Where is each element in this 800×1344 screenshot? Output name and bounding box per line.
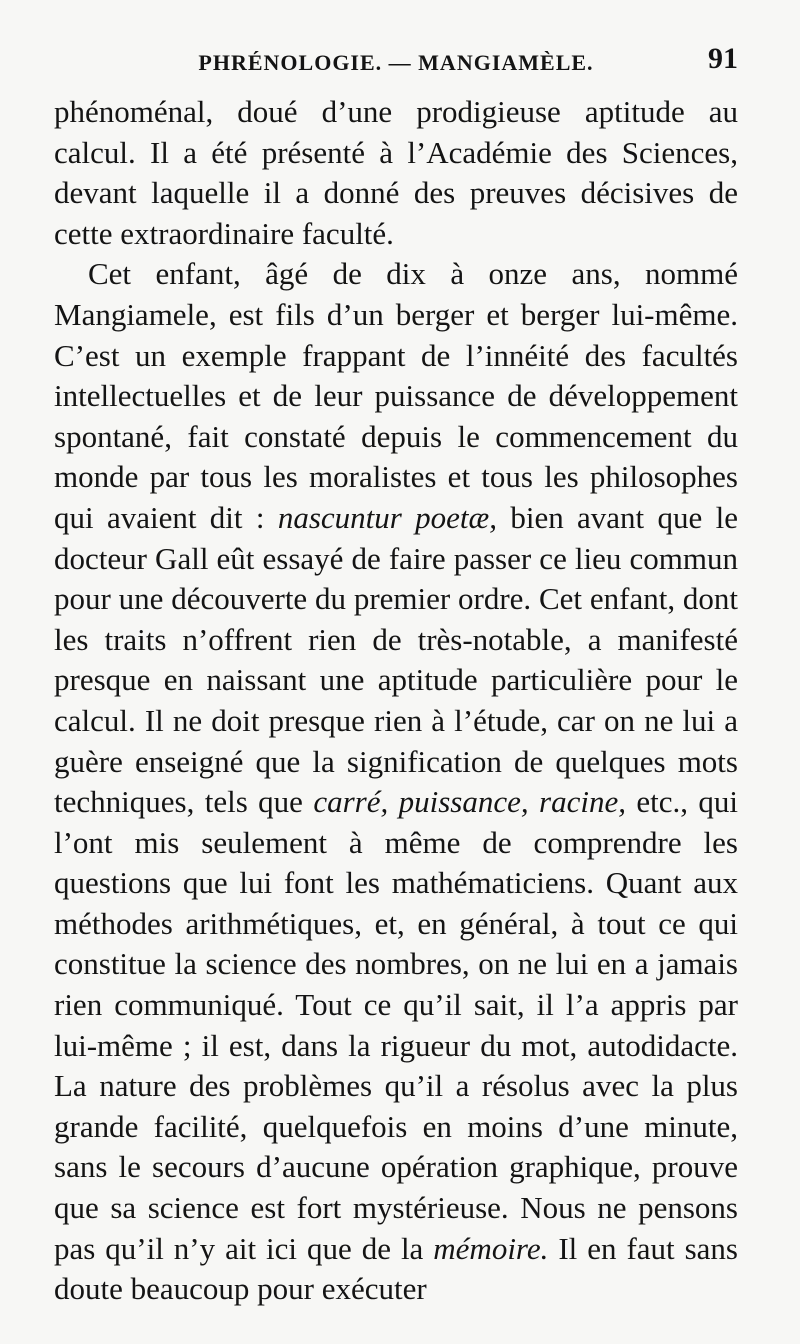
page-header [54, 42, 738, 92]
paragraph-2-text-4: Il en faut sans doute beaucoup pour exécuter [54, 1230, 738, 1307]
page-number: 91 [708, 42, 738, 75]
paragraph-2-text-2: bien avant que le docteur Gall eût essayé de faire passer ce lieu commun pour une découverte du premier ordre. Cet enfant, dont les traits n’offrent rien de très-notable, a manifesté presque en naissant une aptitude particulière pour le calcul. Il ne doit presque rien à l’étude, car on ne lui a guère enseigné que la signification de quelques mots techniques, tels que [54, 499, 738, 820]
paragraph-2-text-1: Cet enfant, âgé de dix à onze ans, nommé Mangiamele, est fils d’un berger et berger lui-même. C’est un exemple frappant de l’innéité des facultés intellectuelles et de leur puissance de développement spontané, fait constaté depuis le commencement du monde par tous les moralistes et tous les philosophes qui avaient dit : [54, 256, 738, 535]
body-text [54, 92, 738, 1310]
paragraph-2-text-3: etc., qui l’ont mis seulement à même de comprendre les questions que lui font les mathématiciens. Quant aux méthodes arithmétiques, et, en général, à tout ce qui constitue la science des nombres, on ne lui en a jamais rien communiqué. Tout ce qu’il sait, il l’a appris par lui-même ; il est, dans la rigueur du mot, autodidacte. La nature des problèmes qu’il a résolus avec la plus grande facilité, quelquefois en moins d’une minute, sans le secours d’aucune opération graphique, prouve que sa science est fort mystérieuse. Nous ne pensons pas qu’il n’y ait ici que de la [54, 784, 738, 1266]
paragraph-1 [54, 92, 738, 254]
technical-terms: carré, puissance, racine, [313, 784, 626, 820]
paragraph-2 [54, 254, 738, 1309]
memoire-word: mémoire. [433, 1230, 549, 1266]
running-title: PHRÉNOLOGIE. — MANGIAMÈLE. [198, 50, 594, 75]
paragraph-1-text: phénoménal, doué d’une prodigieuse aptitude au calcul. Il a été présenté à l’Académie des Sciences, devant laquelle il a donné des preuves décisives de cette extraordinaire faculté. [54, 94, 738, 251]
latin-quote: nascuntur poetæ, [277, 499, 497, 535]
